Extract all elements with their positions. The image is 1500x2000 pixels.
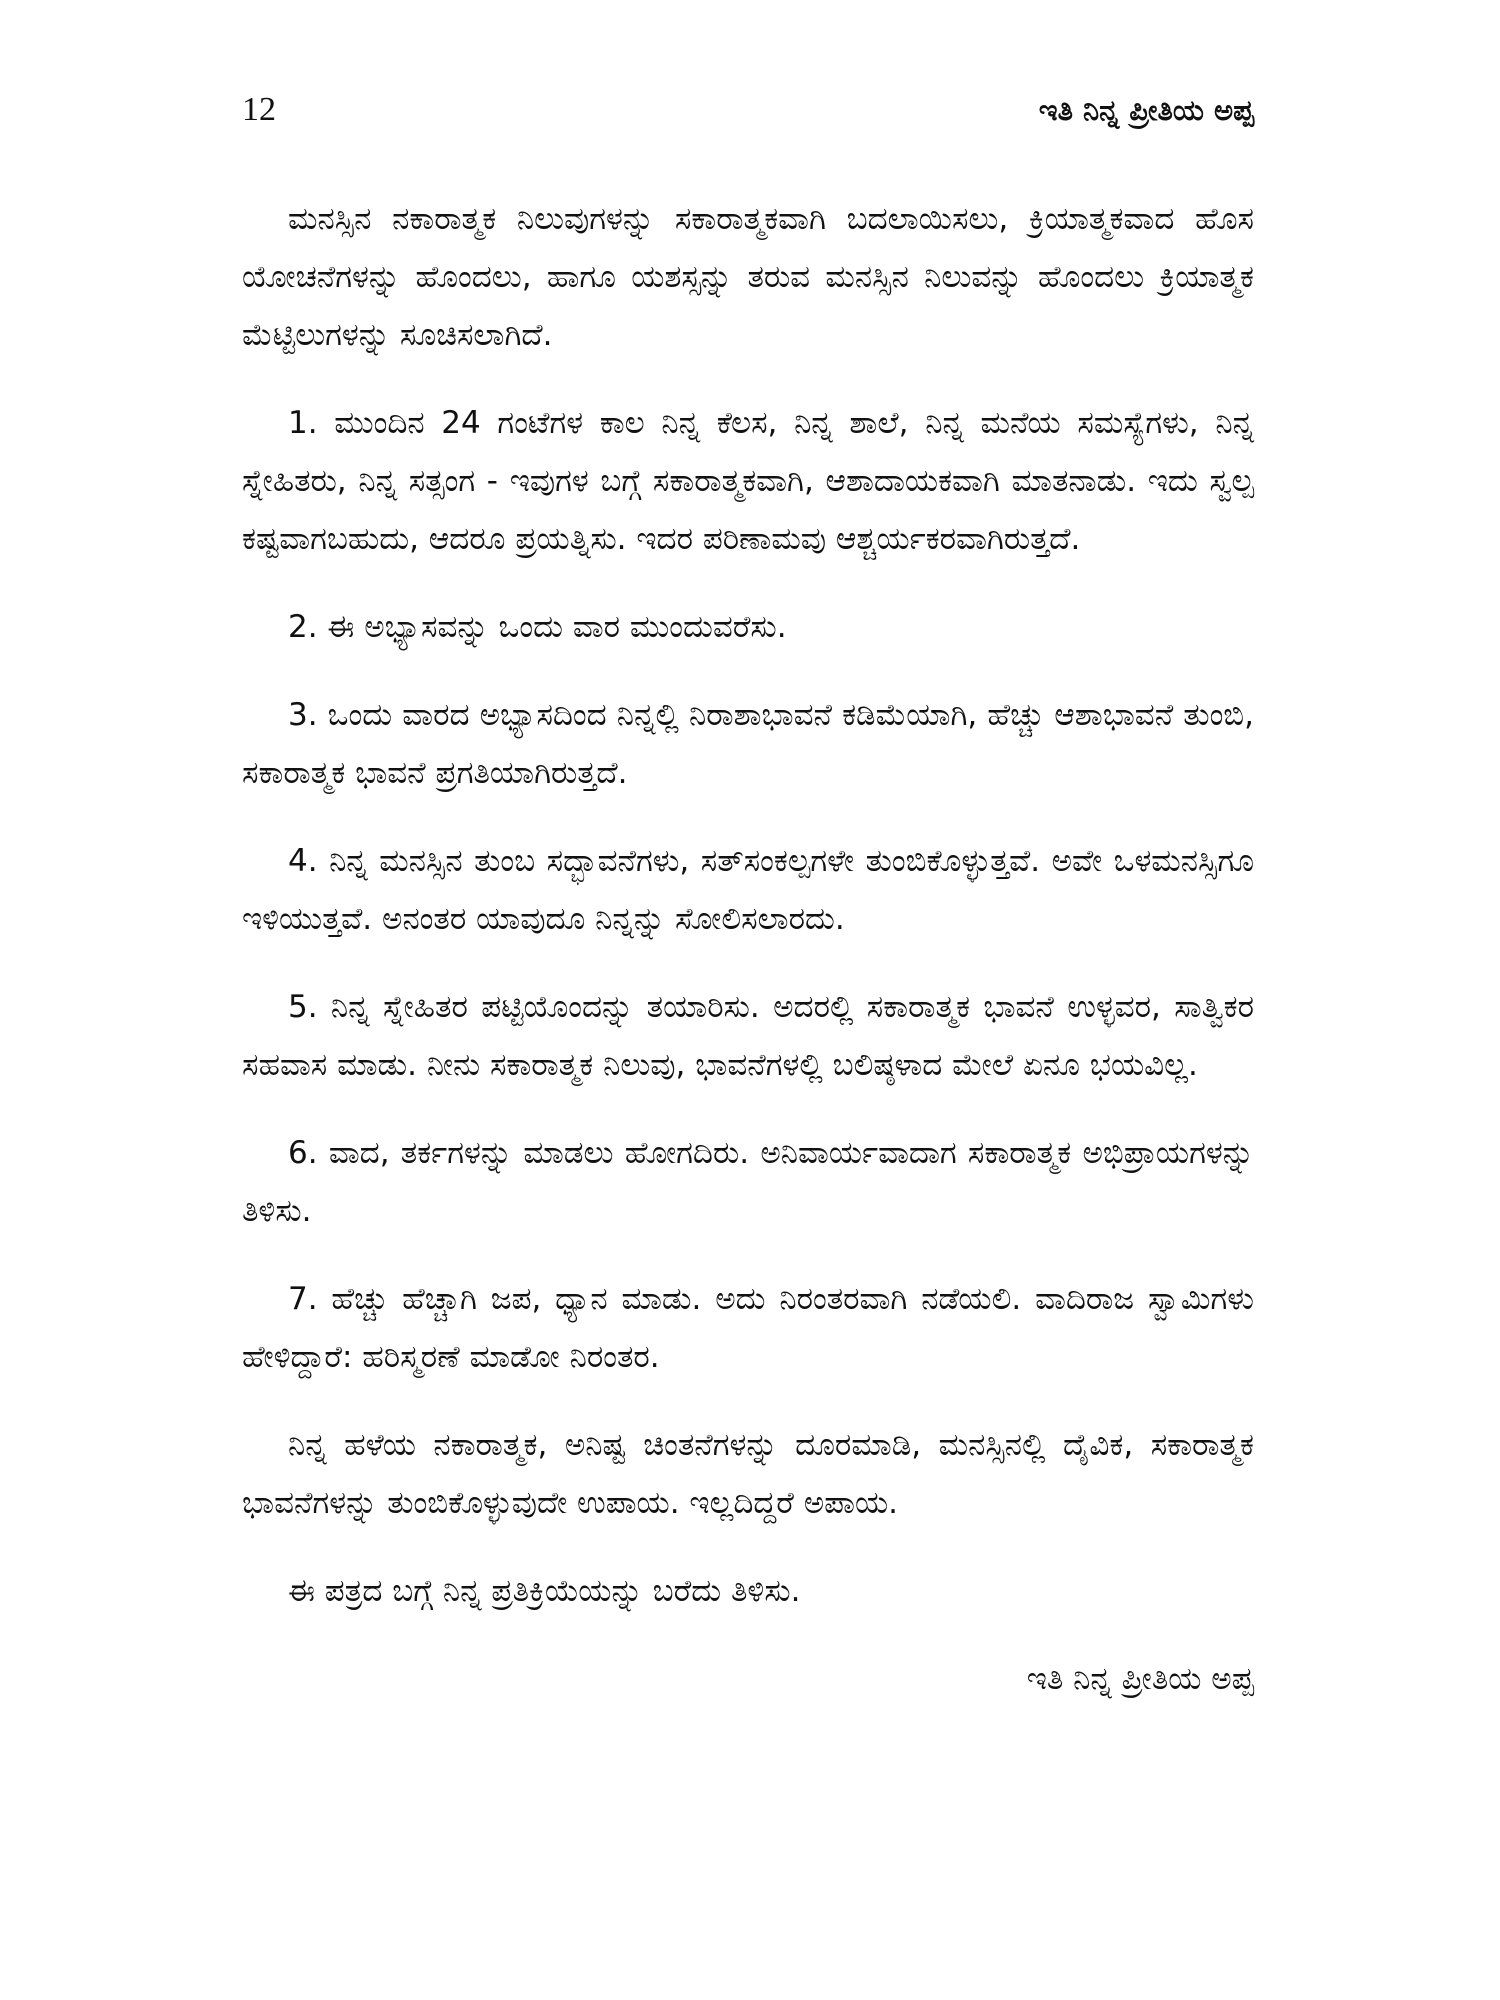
closing-signature: ಇತಿ ನಿನ್ನ ಪ್ರೀತಿಯ ಅಪ್ಪ: [1026, 1661, 1254, 1697]
running-title: ಇತಿ ನಿನ್ನ ಪ್ರೀತಿಯ ಅಪ್ಪ: [1038, 93, 1254, 127]
paragraph-step-1: 1. ಮುಂದಿನ 24 ಗಂಟೆಗಳ ಕಾಲ ನಿನ್ನ ಕೆಲಸ, ನಿನ್ನ ಶಾಲೆ, ನಿನ್ನ ಮನೆಯ ಸಮಸ್ಯೆಗಳು, ನಿನ್ನ ಸ್ನೇಹಿತರು, ನಿನ್ನ ಸತ್ಸಂಗ - ಇವುಗಳ ಬಗ್ಗೆ ಸಕಾರಾತ್ಮಕವಾಗಿ, ಆಶಾದಾಯಕವಾಗಿ ಮಾತನಾಡು. ಇದು ಸ್ವಲ್ಪ ಕಷ್ಟವಾಗಬಹುದು, ಆದರೂ ಪ್ರಯತ್ನಿಸು. ಇದರ ಪರಿಣಾಮವು ಆಶ್ಚರ್ಯಕರವಾಗಿರುತ್ತದೆ.: [242, 405, 1254, 557]
paragraph-conclusion: ನಿನ್ನ ಹಳೆಯ ನಕಾರಾತ್ಮಕ, ಅನಿಷ್ಟ ಚಿಂತನೆಗಳನ್ನು ದೂರಮಾಡಿ, ಮನಸ್ಸಿನಲ್ಲಿ ದೈವಿಕ, ಸಕಾರಾತ್ಮಕ ಭಾವನೆಗಳನ್ನು ತುಂಬಿಕೊಳ್ಳುವುದೇ ಉಪಾಯ. ಇಲ್ಲದಿದ್ದರೆ ಅಪಾಯ.: [242, 1427, 1254, 1521]
paragraph-request: ಈ ಪತ್ರದ ಬಗ್ಗೆ ನಿನ್ನ ಪ್ರತಿಕ್ರಿಯೆಯನ್ನು ಬರೆದು ತಿಳಿಸು.: [288, 1573, 801, 1609]
paragraph-step-6: 6. ವಾದ, ತರ್ಕಗಳನ್ನು ಮಾಡಲು ಹೋಗದಿರು. ಅನಿವಾರ್ಯವಾದಾಗ ಸಕಾರಾತ್ಮಕ ಅಭಿಪ್ರಾಯಗಳನ್ನು ತಿಳಿಸು.: [242, 1135, 1254, 1229]
page-body: [242, 190, 1254, 1708]
paragraph-step-5: 5. ನಿನ್ನ ಸ್ನೇಹಿತರ ಪಟ್ಟಿಯೊಂದನ್ನು ತಯಾರಿಸು. ಅದರಲ್ಲಿ ಸಕಾರಾತ್ಮಕ ಭಾವನೆ ಉಳ್ಳವರ, ಸಾತ್ವಿಕರ ಸಹವಾಸ ಮಾಡು. ನೀನು ಸಕಾರಾತ್ಮಕ ನಿಲುವು, ಭಾವನೆಗಳಲ್ಲಿ ಬಲಿಷ್ಠಳಾದ ಮೇಲೆ ಏನೂ ಭಯವಿಲ್ಲ.: [242, 989, 1254, 1083]
paragraph-step-4: 4. ನಿನ್ನ ಮನಸ್ಸಿನ ತುಂಬ ಸದ್ಭಾವನೆಗಳು, ಸತ್‌ಸಂಕಲ್ಪಗಳೇ ತುಂಬಿಕೊಳ್ಳುತ್ತವೆ. ಅವೇ ಒಳಮನಸ್ಸಿಗೂ ಇಳಿಯುತ್ತವೆ. ಅನಂತರ ಯಾವುದೂ ನಿನ್ನನ್ನು ಸೋಲಿಸಲಾರದು.: [242, 843, 1254, 937]
paragraph-step-3: 3. ಒಂದು ವಾರದ ಅಭ್ಯಾಸದಿಂದ ನಿನ್ನಲ್ಲಿ ನಿರಾಶಾಭಾವನೆ ಕಡಿಮೆಯಾಗಿ, ಹೆಚ್ಚು ಆಶಾಭಾವನೆ ತುಂಬಿ, ಸಕಾರಾತ್ಮಕ ಭಾವನೆ ಪ್ರಗತಿಯಾಗಿರುತ್ತದೆ.: [242, 697, 1254, 791]
paragraph-step-7: 7. ಹೆಚ್ಚು ಹೆಚ್ಚಾಗಿ ಜಪ, ಧ್ಯಾನ ಮಾಡು. ಅದು ನಿರಂತರವಾಗಿ ನಡೆಯಲಿ. ವಾದಿರಾಜ ಸ್ವಾಮಿಗಳು ಹೇಳಿದ್ದಾರೆ: ಹರಿಸ್ಮರಣೆ ಮಾಡೋ ನಿರಂತರ.: [242, 1281, 1254, 1375]
paragraph-intro: ಮನಸ್ಸಿನ ನಕಾರಾತ್ಮಕ ನಿಲುವುಗಳನ್ನು ಸಕಾರಾತ್ಮಕವಾಗಿ ಬದಲಾಯಿಸಲು, ಕ್ರಿಯಾತ್ಮಕವಾದ ಹೊಸ ಯೋಚನೆಗಳನ್ನು ಹೊಂದಲು, ಹಾಗೂ ಯಶಸ್ಸನ್ನು ತರುವ ಮನಸ್ಸಿನ ನಿಲುವನ್ನು ಹೊಂದಲು ಕ್ರಿಯಾತ್ಮಕ ಮೆಟ್ಟಿಲುಗಳನ್ನು ಸೂಚಿಸಲಾಗಿದೆ.: [242, 201, 1254, 353]
book-page: [242, 90, 1254, 1708]
page-header: [242, 90, 1254, 150]
page-number: 12: [242, 91, 276, 128]
paragraph-step-2: 2. ಈ ಅಭ್ಯಾಸವನ್ನು ಒಂದು ವಾರ ಮುಂದುವರೆಸು.: [288, 609, 787, 645]
